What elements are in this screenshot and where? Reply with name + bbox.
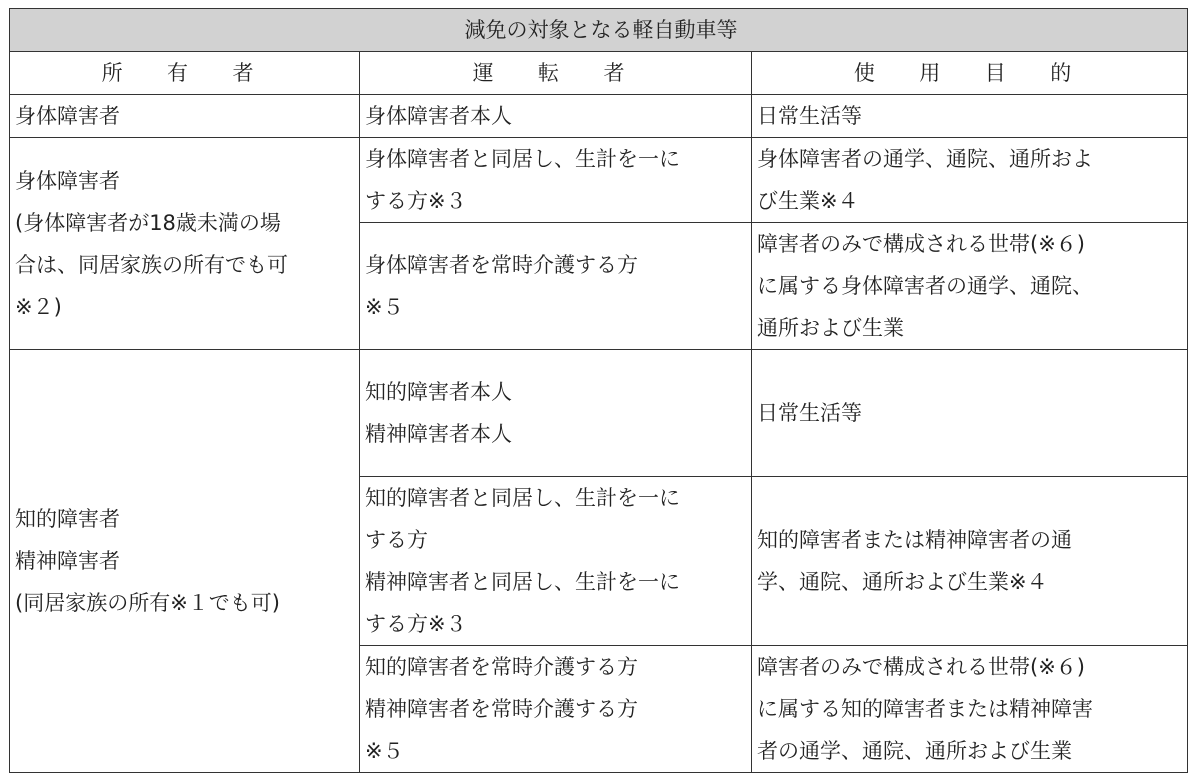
cell-line: 身体障害者と同居し、生計を一に — [365, 147, 680, 171]
cell-line: ※５ — [365, 739, 404, 763]
table-row — [10, 350, 1188, 477]
cell-line: 身体障害者の通学、通院、通所およ — [757, 147, 1093, 171]
cell-line: 精神障害者を常時介護する方 — [365, 697, 638, 721]
purpose-cell — [752, 350, 1188, 477]
cell-line: (身体障害者が18歳未満の場 — [15, 210, 281, 235]
cell-line: 合は、同居家族の所有でも可 — [15, 252, 288, 277]
cell-line: する方 — [365, 528, 428, 552]
cell-line: 知的障害者と同居し、生計を一に — [365, 486, 680, 510]
cell-line: 障害者のみで構成される世帯(※６) — [757, 232, 1085, 256]
cell-line: に属する知的障害者または精神障害 — [757, 697, 1093, 721]
cell-line: (同居家族の所有※１でも可) — [15, 591, 280, 615]
cell-line: 精神障害者本人 — [365, 422, 512, 446]
cell-line: 身体障害者 — [15, 104, 120, 128]
cell-line: 通所および生業 — [757, 316, 904, 340]
cell-line: 知的障害者本人 — [365, 380, 512, 404]
driver-cell — [360, 95, 752, 138]
table-row — [10, 95, 1188, 138]
purpose-cell — [752, 138, 1188, 223]
owner-cell — [10, 95, 360, 138]
purpose-cell — [752, 95, 1188, 138]
purpose-cell — [752, 223, 1188, 350]
purpose-cell — [752, 646, 1188, 773]
cell-line: 知的障害者または精神障害者の通 — [757, 528, 1072, 552]
cell-line: 障害者のみで構成される世帯(※６) — [757, 655, 1085, 679]
cell-line: する方※３ — [365, 612, 467, 636]
owner-cell — [10, 138, 360, 350]
cell-line: 日常生活等 — [757, 104, 862, 128]
cell-line: 知的障害者を常時介護する方 — [365, 655, 638, 679]
cell-line: 身体障害者本人 — [365, 104, 512, 128]
cell-line: ※５ — [365, 295, 404, 319]
cell-line: 日常生活等 — [757, 401, 862, 425]
driver-cell — [360, 646, 752, 773]
cell-line: 知的障害者 — [15, 507, 120, 531]
owner-cell — [10, 350, 360, 773]
cell-line: び生業※４ — [757, 189, 859, 213]
cell-line: 者の通学、通院、通所および生業 — [757, 739, 1072, 763]
cell-line: に属する身体障害者の通学、通院、 — [757, 274, 1093, 298]
cell-line: 精神障害者と同居し、生計を一に — [365, 570, 680, 594]
header-driver: 運 転 者 — [360, 52, 752, 95]
cell-line: 身体障害者 — [15, 168, 120, 193]
driver-cell — [360, 477, 752, 646]
reduction-eligibility-table — [9, 8, 1188, 773]
cell-line: 精神障害者 — [15, 549, 120, 573]
cell-line: する方※３ — [365, 189, 467, 213]
purpose-cell — [752, 477, 1188, 646]
driver-cell — [360, 138, 752, 223]
cell-line: ※２) — [15, 294, 62, 319]
header-purpose: 使 用 目 的 — [752, 52, 1188, 95]
driver-cell — [360, 350, 752, 477]
header-owner: 所 有 者 — [10, 52, 360, 95]
cell-line: 学、通院、通所および生業※４ — [757, 570, 1048, 594]
table-row — [10, 138, 1188, 223]
table-title: 減免の対象となる軽自動車等 — [10, 9, 1188, 52]
driver-cell — [360, 223, 752, 350]
cell-line: 身体障害者を常時介護する方 — [365, 253, 638, 277]
